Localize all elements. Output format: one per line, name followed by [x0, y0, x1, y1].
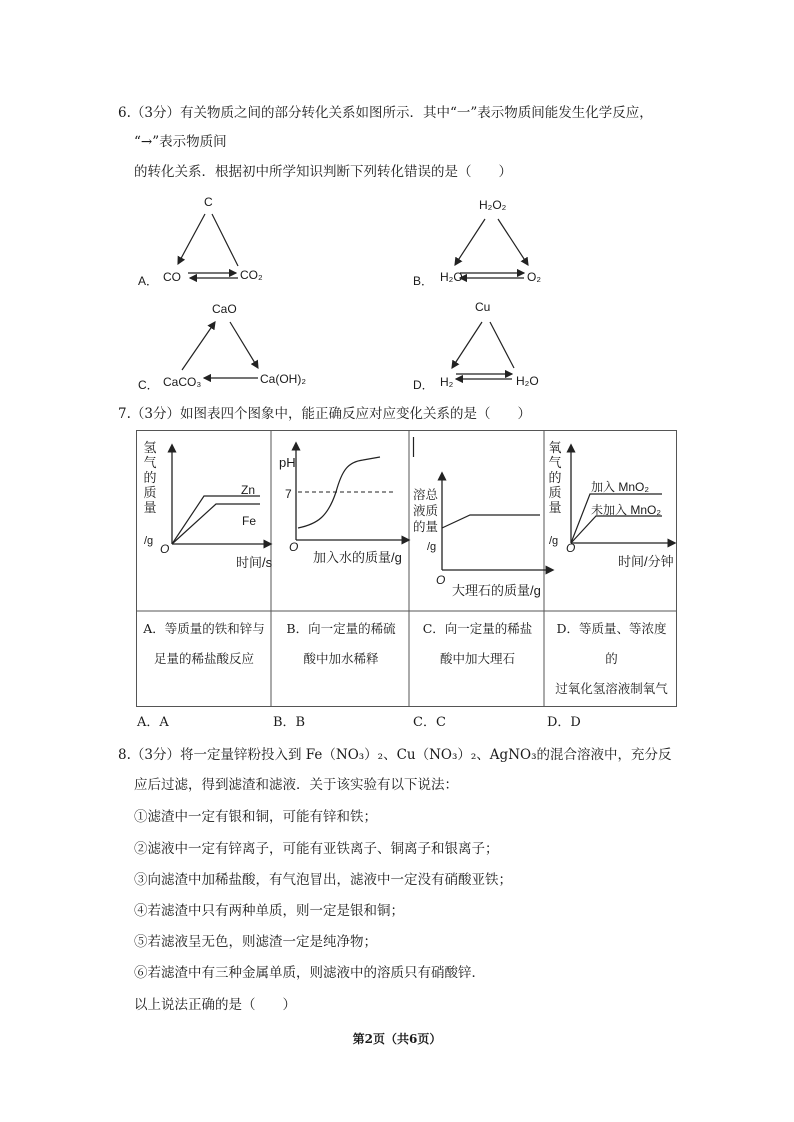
- page-footer: 第2页（共6页）: [352, 1032, 442, 1046]
- graph-c-edge-mark: [412, 437, 416, 457]
- option-d-arrows: [430, 310, 560, 395]
- graph-c-xlabel: 大理石的质量/g: [452, 583, 541, 598]
- graph-d-yunit: /g: [549, 535, 559, 547]
- q8-stem-line2: 应后过滤，得到滤渣和滤液．关于该实验有以下说法：: [134, 777, 458, 793]
- option-b-left: H₂O: [440, 270, 463, 284]
- q7-choice-d[interactable]: D．D: [547, 715, 581, 730]
- option-d-left: H₂: [440, 375, 454, 389]
- graph-c-ylabel-2: 液质: [413, 504, 439, 518]
- q7-stem: 7.（3分）如图表四个图象中，能正确反应对应变化关系的是（ ）: [118, 406, 531, 422]
- graph-a-yunit: /g: [144, 535, 154, 547]
- q7-choice-a[interactable]: A．A: [137, 715, 169, 730]
- option-b-right: O₂: [527, 270, 541, 284]
- caption-a-line1: A．等质量的铁和锌与: [143, 621, 265, 636]
- q7-choice-c[interactable]: C．C: [413, 715, 446, 730]
- graph-c-yunit: /g: [427, 541, 437, 553]
- q6-stem-line2: “→”表示物质间: [134, 134, 227, 150]
- graph-c-plot: [436, 470, 559, 582]
- graph-d-series-without: 未加入 MnO₂: [591, 503, 661, 517]
- q8-item-4: ④若滤渣中只有两种单质，则一定是银和铜；: [134, 903, 404, 919]
- graph-a-xlabel: 时间/s: [236, 555, 273, 570]
- option-a-arrows: [150, 200, 280, 290]
- graph-d-ylabel: 氧气的质量: [548, 441, 562, 516]
- graph-c-origin: O: [436, 573, 446, 587]
- option-d-label: D．: [413, 378, 434, 392]
- graph-b-origin: O: [289, 540, 299, 554]
- q8-stem-line1: 8.（3分）将一定量锌粉投入到 Fe（NO₃）₂、Cu（NO₃）₂、AgNO₃的混合溶液中，充分反: [118, 747, 672, 763]
- graph-b-marker: 7: [285, 487, 292, 501]
- caption-b-line2: 酸中加水稀释: [303, 651, 379, 666]
- option-a-label: A．: [138, 274, 159, 288]
- graph-b-xlabel: 加入水的质量/g: [313, 550, 402, 565]
- q6-stem-line3: 的转化关系．根据初中所学知识判断下列转化错误的是（ ）: [134, 164, 512, 180]
- graph-d-xlabel: 时间/分钟: [618, 554, 674, 569]
- graph-b-ylabel: pH: [279, 455, 296, 470]
- option-c-label: C．: [138, 378, 159, 392]
- option-b-top: H₂O₂: [479, 198, 507, 212]
- graph-a-series-zn: Zn: [241, 483, 256, 497]
- q8-item-5: ⑤若滤液呈无色，则滤渣一定是纯净物；: [134, 934, 377, 950]
- graph-b-plot: [288, 440, 413, 550]
- q8-item-1: ①滤渣中一定有银和铜，可能有锌和铁；: [134, 809, 377, 825]
- q8-item-3: ③向滤渣中加稀盐酸，有气泡冒出，滤液中一定没有硝酸亚铁；: [134, 872, 512, 888]
- option-c-right: Ca(OH)₂: [260, 372, 306, 386]
- option-c-top: CaO: [212, 302, 237, 316]
- option-d-top: Cu: [475, 300, 491, 314]
- caption-c-line1: C．向一定量的稀盐: [422, 621, 533, 636]
- caption-d-line2: 的: [605, 651, 618, 666]
- option-b-arrows: [430, 205, 560, 295]
- option-c-arrows: [160, 310, 290, 395]
- caption-b-line1: B．向一定量的稀硫: [286, 621, 396, 636]
- caption-d-line1: D．等质量、等浓度: [556, 621, 667, 636]
- option-c-left: CaCO₃: [163, 375, 202, 389]
- q8-closing: 以上说法正确的是（ ）: [134, 997, 296, 1013]
- option-a-right: CO₂: [240, 268, 263, 282]
- q6-stem-line1: 6.（3分）有关物质之间的部分转化关系如图所示．其中“一”表示物质间能发生化学反应，: [118, 105, 653, 121]
- graph-a-ylabel: 氢气的质量: [143, 441, 157, 516]
- caption-c-line2: 酸中加大理石: [439, 651, 515, 666]
- graph-a-origin: O: [160, 542, 170, 556]
- graph-c-ylabel-1: 溶总: [413, 488, 439, 502]
- caption-a-line2: 足量的稀盐酸反应: [153, 651, 254, 666]
- q7-choice-b[interactable]: B．B: [273, 715, 306, 730]
- graph-c-ylabel-3: 的量: [413, 520, 439, 534]
- option-b-label: B．: [413, 274, 434, 288]
- graph-d-plot: [562, 440, 678, 555]
- graph-a-series-fe: Fe: [242, 514, 257, 528]
- q8-item-6: ⑥若滤渣中有三种金属单质，则滤液中的溶质只有硝酸锌．: [134, 965, 485, 981]
- option-a-left: CO: [163, 270, 181, 284]
- graph-a-plot: [160, 440, 275, 555]
- option-d-right: H₂O: [516, 374, 539, 388]
- graph-d-origin: O: [566, 541, 576, 555]
- caption-d-line3: 过氧化氢溶液制氧气: [555, 681, 668, 696]
- option-a-top: C: [204, 195, 213, 209]
- q8-item-2: ②滤液中一定有锌离子，可能有亚铁离子、铜离子和银离子；: [134, 841, 499, 857]
- graph-d-series-with: 加入 MnO₂: [591, 480, 649, 494]
